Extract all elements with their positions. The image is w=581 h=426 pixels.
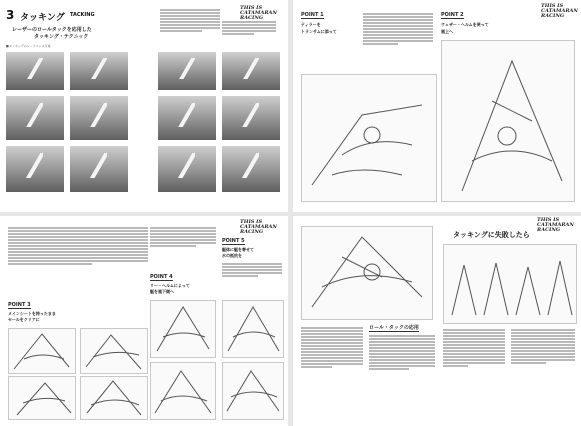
illustration-hull-2 [222,362,284,420]
point-4-label: POINT 4 [150,274,173,280]
point-2-text-2: 風上へ [441,29,453,34]
body-text-right [222,262,282,294]
point-1-body [363,12,433,68]
spread-points-3-5 [0,216,288,426]
body-text-top [8,226,148,300]
intro-text-block-2 [222,20,276,46]
chapter-subtitle-2: タッキング・テクニック [34,34,89,40]
illustration-mainsheet-2 [80,328,148,374]
photo-9 [158,96,216,140]
illustration-weather-helm [441,40,575,202]
point-3-text-2: セールをクリアに [8,317,40,322]
chapter-number: 3 [6,8,15,22]
point-5-text-1: 艇体に艇を寄せて [222,247,254,252]
point-1-text-1: ティラーを [301,22,321,27]
photo-7 [158,52,216,90]
photo-3 [6,96,64,140]
point-2-text-1: ウェザー・ヘルムを使って [441,22,489,27]
photo-caption: ■タッキングのシークエンス写真 [6,44,51,48]
spread-tacking-photos [0,0,288,212]
point-4-text-1: リー・ヘルムによって [150,283,190,288]
point-3-label: POINT 3 [8,302,31,308]
photo-8 [222,52,280,90]
photo-5 [6,146,64,192]
logo-this-is-catamaran: THIS IS CATAMARAN RACING [240,5,277,21]
point-5-label: POINT 5 [222,238,245,244]
body-text-left [301,326,363,416]
body-text-mid [150,226,216,266]
point-4-text-2: 艇を風下側へ [150,289,174,294]
illustration-lee-helm-1 [150,300,216,358]
chapter-title-en: TACKING [70,12,95,18]
photo-1 [6,52,64,90]
photo-11 [158,146,216,192]
logo-this-is-catamaran: THIS IS CATAMARAN RACING [537,217,574,233]
illustration-recovery-sequence [443,244,577,324]
logo-this-is-catamaran: THIS IS CATAMARAN RACING [240,219,277,235]
body-text-center [369,334,435,416]
body-text-right-2 [511,328,575,416]
photo-10 [222,96,280,140]
point-3-text-1: メインシートを持ったまま [8,311,56,316]
photo-6 [70,146,128,192]
spread-failed-tack [293,216,581,426]
point-1-text-2: トランサムに添って [301,29,337,34]
point-2-label: POINT 2 [441,12,464,18]
intro-text-block [160,8,220,46]
body-text-right-1 [443,328,505,416]
chapter-title: タッキング [20,13,65,23]
illustration-mainsheet-1 [8,328,76,374]
illustration-mainsheet-3 [8,376,76,420]
illustration-capsize [301,226,433,320]
photo-4 [70,96,128,140]
logo-this-is-catamaran: THIS IS CATAMARAN RACING [541,3,578,19]
illustration-mainsheet-4 [80,376,148,420]
photo-12 [222,146,280,192]
horizontal-gutter [0,212,581,216]
failed-tack-title: タッキングに失敗したら [453,231,530,239]
chapter-subtitle-1: レーザーのロールタックを応用した [12,27,92,33]
spread-points-1-2 [293,0,581,212]
illustration-tiller [301,74,437,202]
photo-2 [70,52,128,90]
roll-tack-section-label: ロール・タックの応用 [369,325,419,331]
point-5-text-2: 水の抵抗を [222,253,242,258]
illustration-lee-helm-2 [150,362,216,420]
illustration-hull-1 [222,300,284,358]
point-1-label: POINT 1 [301,12,324,18]
